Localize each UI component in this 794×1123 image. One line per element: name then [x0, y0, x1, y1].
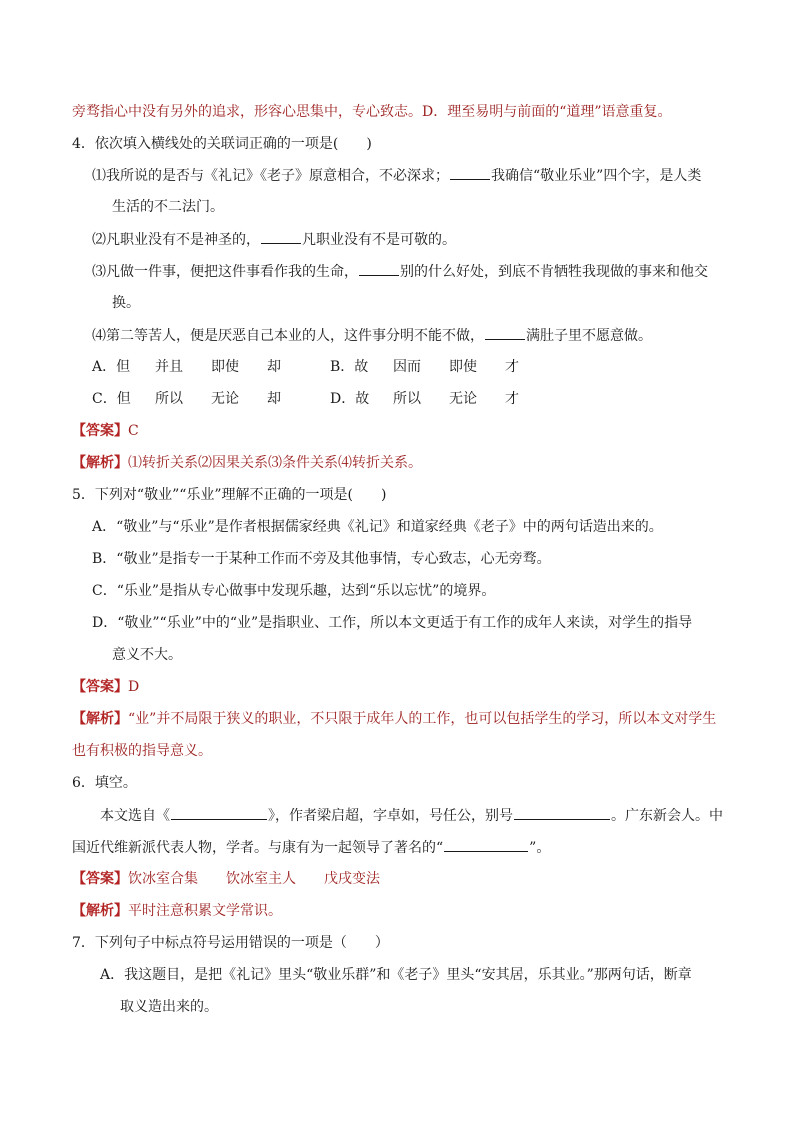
- q7-option-a-cont: 取义造出来的。: [120, 999, 218, 1015]
- q4-option-d-label[interactable]: D．故: [330, 391, 370, 407]
- q4-option-d-word-3: 无论: [449, 391, 477, 407]
- q5-stem: 5．下列对“敬业”“乐业”理解不正确的一项是( ): [72, 487, 387, 503]
- q4-sentence-4: ⑷第二等苦人，便是厌恶自己本业的人，这件事分明不能不做， 满肚子里不愿意做。: [92, 325, 652, 346]
- q4-option-c-word-2: 所以: [155, 391, 183, 407]
- q4-option-b-word-3: 即使: [449, 359, 477, 375]
- q4-sentence-3: ⑶凡做一件事，便把这件事看作我的生命， 别的什么好处，到底不肯牺牲我现做的事来和他交: [92, 261, 708, 282]
- q6-stem: 6．填空。: [72, 775, 137, 791]
- q5-answer: 【答案】D: [72, 679, 140, 695]
- q5-analysis-cont: 也有积极的指导意义。: [72, 743, 212, 759]
- q6-answer: 【答案】饮冰室合集 饮冰室主人 戊戌变法: [72, 871, 380, 887]
- q4-option-c-label[interactable]: C．但: [92, 391, 131, 407]
- q4-blank-2: [261, 229, 301, 244]
- q7-option-a[interactable]: A．我这题目，是把《礼记》里头“敬业乐群”和《老子》里头“安其居，乐其业。”那两句话，断章: [100, 967, 692, 983]
- q4-option-a-label[interactable]: A．但: [92, 359, 131, 375]
- q6-blank-2[interactable]: [514, 805, 610, 820]
- q4-sentence-3-cont: 换。: [112, 295, 140, 311]
- q4-sentence-1-cont: 生活的不二法门。: [112, 199, 224, 215]
- q5-option-a[interactable]: A．“敬业”与“乐业”是作者根据儒家经典《礼记》和道家经典《老子》中的两句话造出来的。: [92, 519, 663, 535]
- previous-analysis-line: 旁骛指心中没有另外的追求，形容心思集中，专心致志。D．理至易明与前面的“道理”语意重复。: [72, 104, 672, 120]
- q6-blank-1[interactable]: [171, 805, 267, 820]
- q4-answer: 【答案】C: [72, 423, 139, 439]
- q5-option-d-cont: 意义不大。: [112, 647, 182, 663]
- q4-option-c-word-4: 却: [267, 391, 281, 407]
- q4-blank-3: [359, 261, 399, 276]
- q6-line-2: 国近代维新派代表人物，学者。与康有为一起领导了著名的“ ”。: [72, 837, 550, 858]
- q4-sentence-2: ⑵凡职业没有不是神圣的， 凡职业没有不是可敬的。: [92, 229, 456, 250]
- q4-option-d-word-2: 所以: [393, 391, 421, 407]
- q5-option-d[interactable]: D．“敬业”“乐业”中的“业”是指职业、工作，所以本文更适于有工作的成年人来读，对学生的指导: [92, 615, 693, 631]
- q4-option-c-word-3: 无论: [211, 391, 239, 407]
- q6-analysis: 【解析】平时注意积累文学常识。: [72, 903, 282, 919]
- q6-line-1: 本文选自《 》，作者梁启超，字卓如，号任公，别号 。广东新会人。中: [100, 805, 723, 826]
- q4-option-b-word-4: 才: [505, 359, 519, 375]
- q4-option-a-word-3: 即使: [211, 359, 239, 375]
- q4-blank-1: [450, 165, 490, 180]
- q4-option-a-word-4: 却: [267, 359, 281, 375]
- q7-stem: 7．下列句子中标点符号运用错误的一项是（ ）: [72, 935, 389, 951]
- q4-option-b-word-2: 因而: [393, 359, 421, 375]
- q5-analysis: 【解析】“业”并不局限于狭义的职业，不只限于成年人的工作，也可以包括学生的学习，所以本文对学生: [72, 711, 717, 727]
- q4-option-d-word-4: 才: [505, 391, 519, 407]
- q4-option-a-word-2: 并且: [155, 359, 183, 375]
- q4-sentence-1: ⑴我所说的是否与《礼记》《老子》原意相合，不必深求； 我确信“敬业乐业”四个字，是人类: [92, 165, 701, 186]
- q4-stem: 4．依次填入横线处的关联词正确的一项是( ): [72, 136, 372, 152]
- q4-blank-4: [485, 325, 525, 340]
- q5-option-c[interactable]: C．“乐业”是指从专心做事中发现乐趣，达到“乐以忘忧”的境界。: [92, 583, 496, 599]
- q4-analysis: 【解析】⑴转折关系⑵因果关系⑶条件关系⑷转折关系。: [72, 455, 422, 471]
- q6-blank-3[interactable]: [444, 837, 528, 852]
- q5-option-b[interactable]: B．“敬业”是指专一于某种工作而不旁及其他事情，专心致志，心无旁骛。: [92, 551, 551, 567]
- q4-option-b-label[interactable]: B．故: [330, 359, 369, 375]
